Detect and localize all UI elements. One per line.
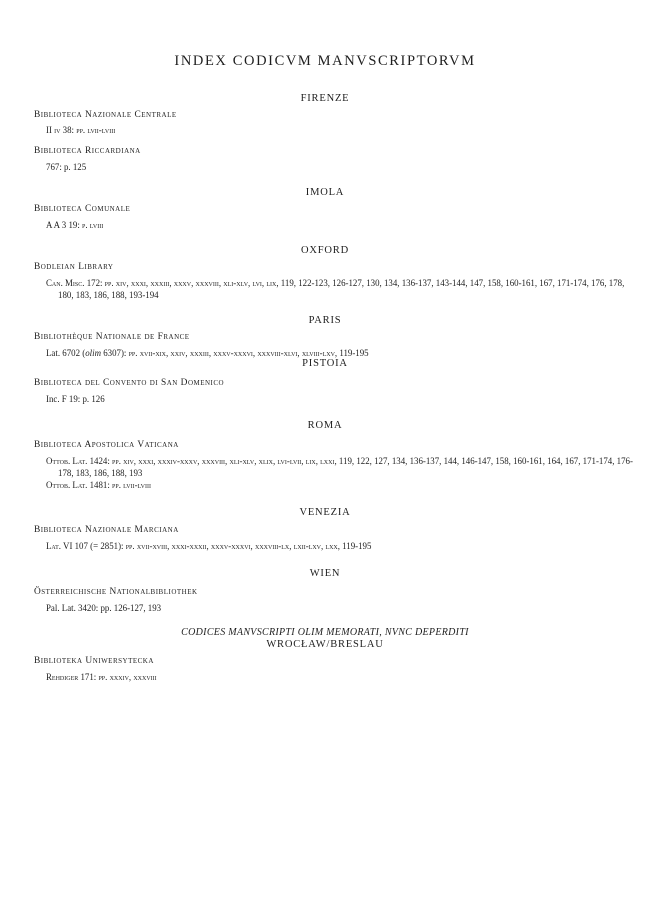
library-name: Biblioteca Nazionale Marciana [34, 525, 179, 535]
library-name: Bibliothèque Nationale de France [34, 332, 190, 342]
library-name: Biblioteca Nazionale Centrale [34, 110, 177, 120]
city-heading-roma: ROMA [307, 420, 343, 431]
city-heading-oxford: OXFORD [301, 245, 349, 256]
manuscript-entry: Pal. Lat. 3420: pp. 126-127, 193 [46, 603, 162, 613]
city-heading-wroclaw: WROCŁAW/BRESLAU [266, 639, 384, 650]
library-name: Biblioteca Apostolica Vaticana [34, 440, 179, 450]
city-heading-firenze: FIRENZE [300, 93, 350, 104]
entry-text: II iv 38: pp. lvii-lviii [46, 125, 116, 135]
manuscript-entry: Ottob. Lat. 1424: pp. xiv, xxxi, xxxiv-xxxv, xxxviii, xli-xlv, xlix, lvi-lvii, lix, lxxi, 119, 122, 127, 134, 136-137, 144, 146-147, 158, 160-161, 164, 167, 171-174, 176-178, 183, 186, 188, 193 [46, 456, 633, 478]
city-heading-pistoia: PISTOIA [302, 358, 348, 369]
manuscript-entry: Ottob. Lat. 1481: pp. lvii-lviii [46, 480, 151, 490]
entry-olim: olim [85, 348, 101, 358]
library-name: Biblioteca Comunale [34, 204, 131, 214]
library-name: Biblioteca Riccardiana [34, 146, 141, 156]
manuscript-entry: Can. Misc. 172: pp. xiv, xxxi, xxxiii, xxxv, xxxviii, xli-xlv, lvi, lix, 119, 122-123, 126-127, 130, 134, 136-137, 143-144, 147, 158, 160-161, 167, 171-174, 176, 178, 180, 183, 186, 188, 193-194 [46, 278, 625, 300]
library-name: Österreichische Nationalbibliothek [34, 587, 198, 597]
manuscript-entry [46, 124, 638, 136]
manuscript-entry: A A 3 19: p. lviii [46, 220, 104, 230]
entry-text: 6307): pp. xvii-xix, xxiv, xxxiii, xxxv-xxxvi, xxxviii-xlvi, xlviii-lxv, 119-195 [100, 348, 369, 358]
city-heading-venezia: VENEZIA [299, 507, 351, 518]
manuscript-entry: Rehdiger 171: pp. xxxiv, xxxviii [46, 672, 157, 682]
library-name: Biblioteka Uniwersytecka [34, 656, 154, 666]
city-heading-imola: IMOLA [305, 187, 345, 198]
library-name: Bodleian Library [34, 262, 114, 272]
library-name: Biblioteca del Convento di San Domenico [34, 378, 225, 388]
manuscript-entry: Inc. F 19: p. 126 [46, 394, 105, 404]
city-heading-wien: WIEN [309, 568, 341, 579]
entry-text: Lat. 6702 ( [46, 348, 86, 358]
lost-manuscripts-heading: CODICES MANVSCRIPTI OLIM MEMORATI, NVNC DEPERDITI [181, 627, 469, 638]
manuscript-entry: Lat. VI 107 (= 2851): pp. xvii-xviii, xxxi-xxxii, xxxv-xxxvi, xxxviii-lx, lxii-lxv, lxx, 119-195 [46, 541, 372, 551]
page-title: INDEX CODICVM MANVSCRIPTORVM [174, 53, 476, 69]
city-heading-paris: PARIS [308, 315, 342, 326]
manuscript-entry: 767: p. 125 [46, 162, 87, 172]
